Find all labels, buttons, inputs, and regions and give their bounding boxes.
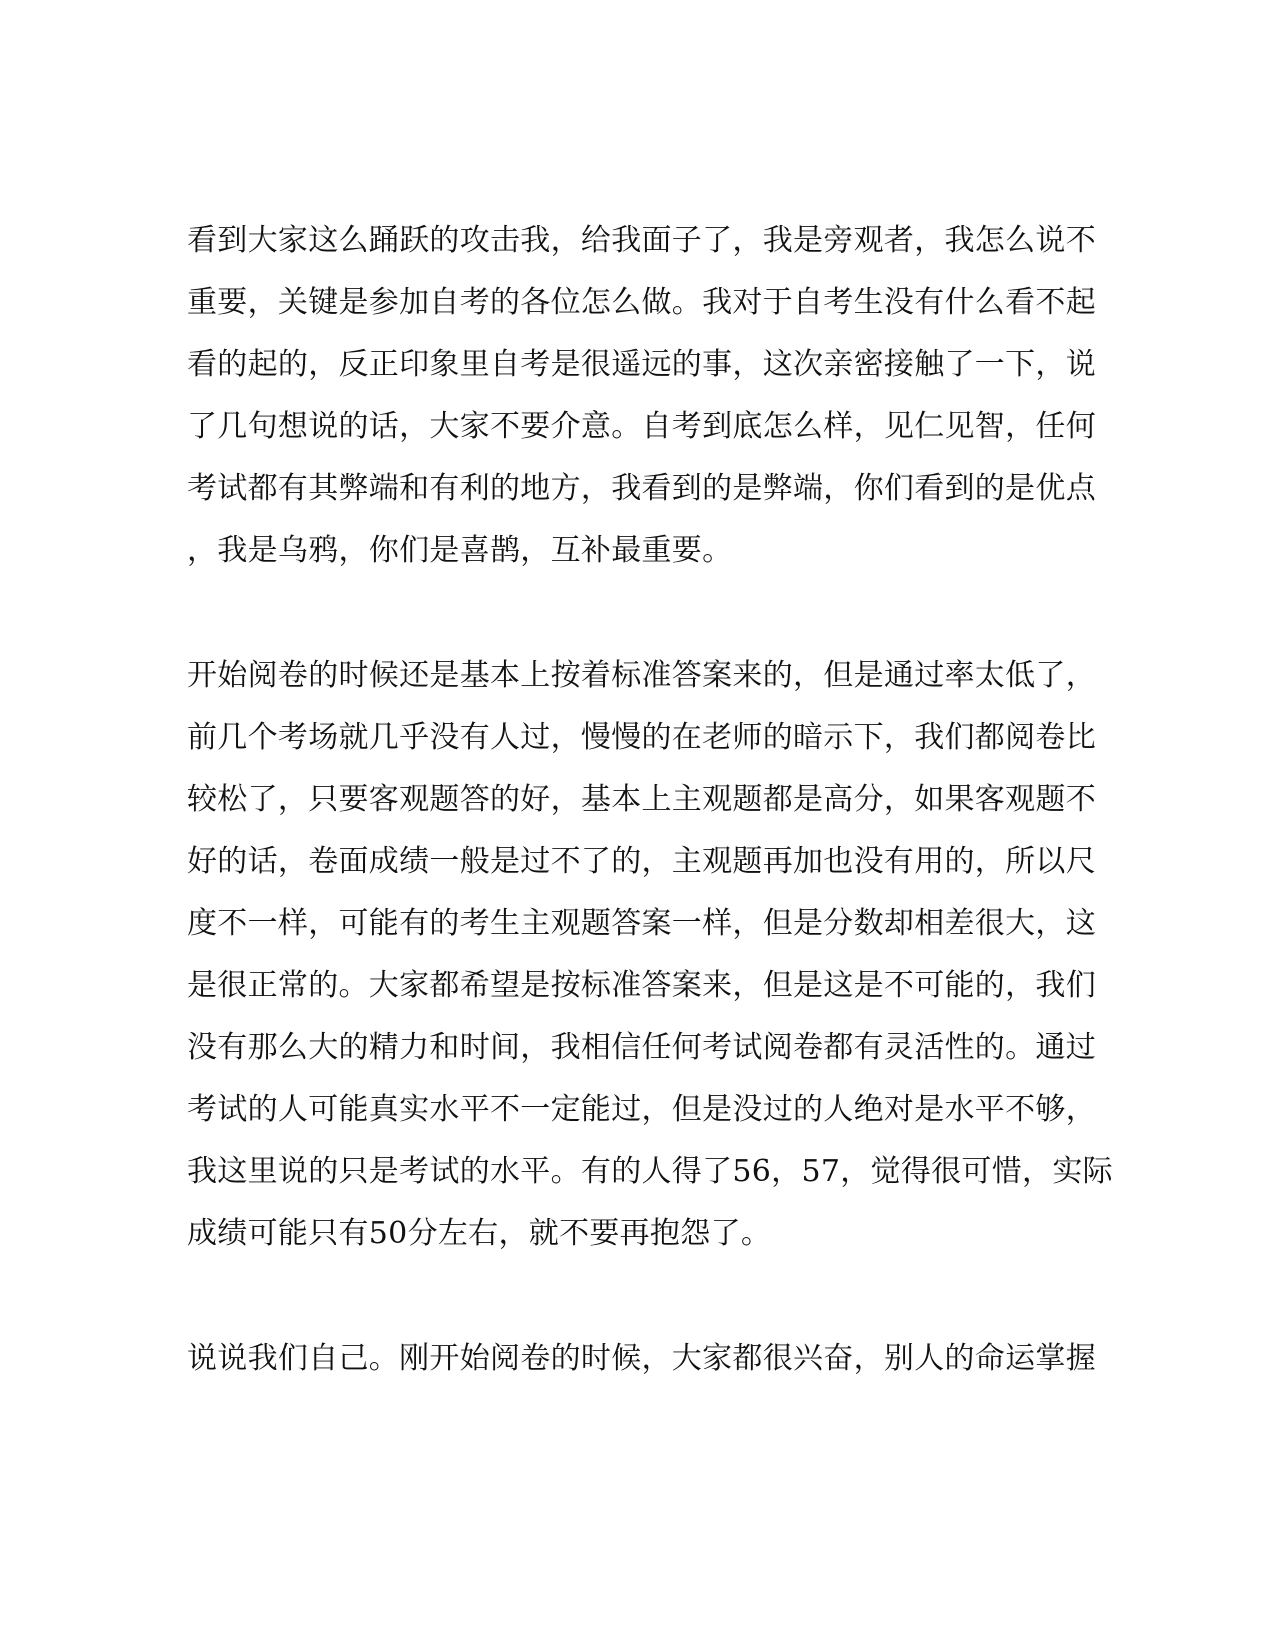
text-line: 看的起的，反正印象里自考是很遥远的事，这次亲密接触了一下，说: [187, 347, 1096, 382]
text-line: 没有那么大的精力和时间，我相信任何考试阅卷都有灵活性的。通过: [187, 1030, 1096, 1065]
text-line: 较松了，只要客观题答的好，基本上主观题都是高分，如果客观题不: [187, 782, 1096, 817]
text-line: 好的话，卷面成绩一般是过不了的，主观题再加也没有用的，所以尺: [187, 844, 1096, 879]
text-line: 考试的人可能真实水平不一定能过，但是没过的人绝对是水平不够，: [187, 1092, 1096, 1127]
text-line: 我这里说的只是考试的水平。有的人得了56，57，觉得很可惜，实际: [187, 1154, 1113, 1189]
text-line: 前几个考场就几乎没有人过，慢慢的在老师的暗示下，我们都阅卷比: [187, 720, 1096, 755]
text-line: 考试都有其弊端和有利的地方，我看到的是弊端，你们看到的是优点: [187, 471, 1096, 506]
text-line: 度不一样，可能有的考生主观题答案一样，但是分数却相差很大，这: [187, 906, 1096, 941]
text-line: 了几句想说的话，大家不要介意。自考到底怎么样，见仁见智，任何: [187, 409, 1096, 444]
text-line: 说说我们自己。刚开始阅卷的时候，大家都很兴奋，别人的命运掌握: [187, 1341, 1096, 1376]
text-line: 开始阅卷的时候还是基本上按着标准答案来的，但是通过率太低了，: [187, 658, 1096, 693]
text-line: 是很正常的。大家都希望是按标准答案来，但是这是不可能的，我们: [187, 968, 1096, 1003]
text-line: 看到大家这么踊跃的攻击我，给我面子了，我是旁观者，我怎么说不: [187, 223, 1096, 258]
text-line: 成绩可能只有50分左右，就不要再抱怨了。: [187, 1216, 772, 1251]
text-line: ，我是乌鸦，你们是喜鹊，互补最重要。: [187, 533, 733, 568]
text-line: 重要，关键是参加自考的各位怎么做。我对于自考生没有什么看不起: [187, 285, 1096, 320]
